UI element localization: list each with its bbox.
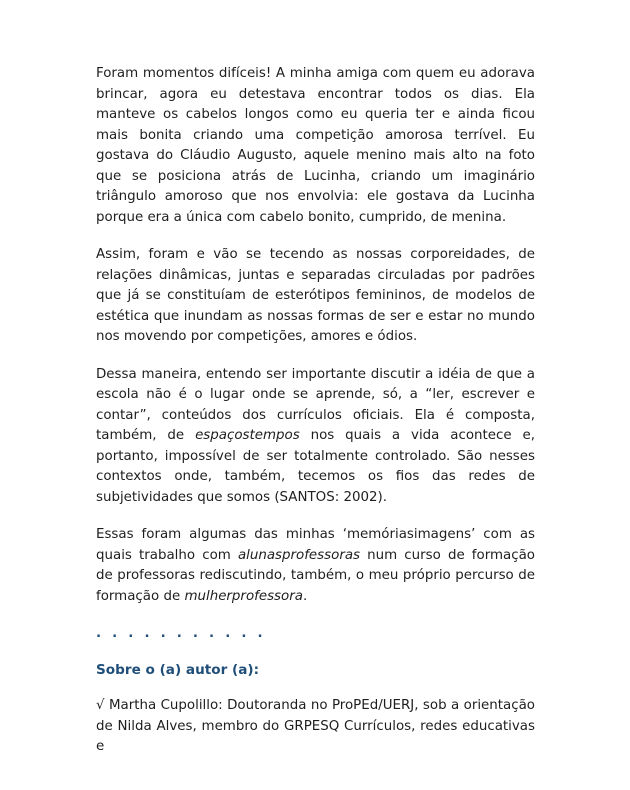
paragraph-text: .: [302, 588, 308, 604]
paragraph-text: Essas foram algumas das minhas ‘memóriasimagens’ com as quais trabalho com: [96, 527, 535, 563]
paragraph-text: Dessa maneira, entendo ser importante discutir a idéia de que a escola não é o lugar onde se aprende, só, a “ler, escrever e contar”, conteúdos dos currículos oficiais. Ela é composta, também, de: [96, 366, 535, 443]
italic-term: mulherprofessora: [184, 588, 303, 604]
paragraph-text: Assim, foram e vão se tecendo as nossas corporeidades, de relações dinâmicas, juntas e separadas circuladas por padrões que já se constituíam de esterótipos femininos, de modelos de estética que inundam as nossas formas de ser e estar no mundo nos movendo por competições, amores e ódios.: [96, 247, 535, 344]
body-paragraph: [96, 365, 535, 509]
body-paragraph: [96, 245, 535, 348]
italic-term: espaçostempos: [195, 428, 300, 443]
body-paragraph: [96, 525, 535, 607]
section-separator: . . . . . . . . . . .: [96, 626, 266, 641]
author-bio: √ Martha Cupolillo: Doutoranda no ProPEd/UERJ, sob a orientação de Nilda Alves, membro do GRPESQ Currículos, redes educativas e: [96, 698, 535, 754]
italic-term: alunasprofessoras: [237, 547, 361, 563]
paragraph-text: num curso de formação de professoras rediscutindo, também, o meu próprio percurso de formação de: [96, 547, 535, 604]
author-section-heading: Sobre o (a) autor (a):: [96, 662, 260, 678]
paragraph-text: nos quais a vida acontece e, portanto, impossível de ser totalmente controlado. São nesses contextos onde, também, tecemos os fios das redes de subjetividades que somos (SANTOS: 2002).: [96, 428, 535, 505]
body-paragraph: [96, 64, 535, 228]
paragraph-text: Foram momentos difíceis! A minha amiga com quem eu adorava brincar, agora eu detestava encontrar todos os dias. Ela manteve os cabelos longos como eu queria ter e ainda ficou mais bonita criando uma competição amorosa terrível. Eu gostava do Cláudio Augusto, aquele menino mais alto na foto que se posiciona atrás de Lucinha, criando um imaginário triângulo amoroso que nos envolvia: ele gostava da Lucinha porque era a única com cabelo bonito, cumprido, de menina.: [96, 66, 535, 225]
document-page: [96, 64, 535, 775]
document-body: [96, 64, 535, 607]
